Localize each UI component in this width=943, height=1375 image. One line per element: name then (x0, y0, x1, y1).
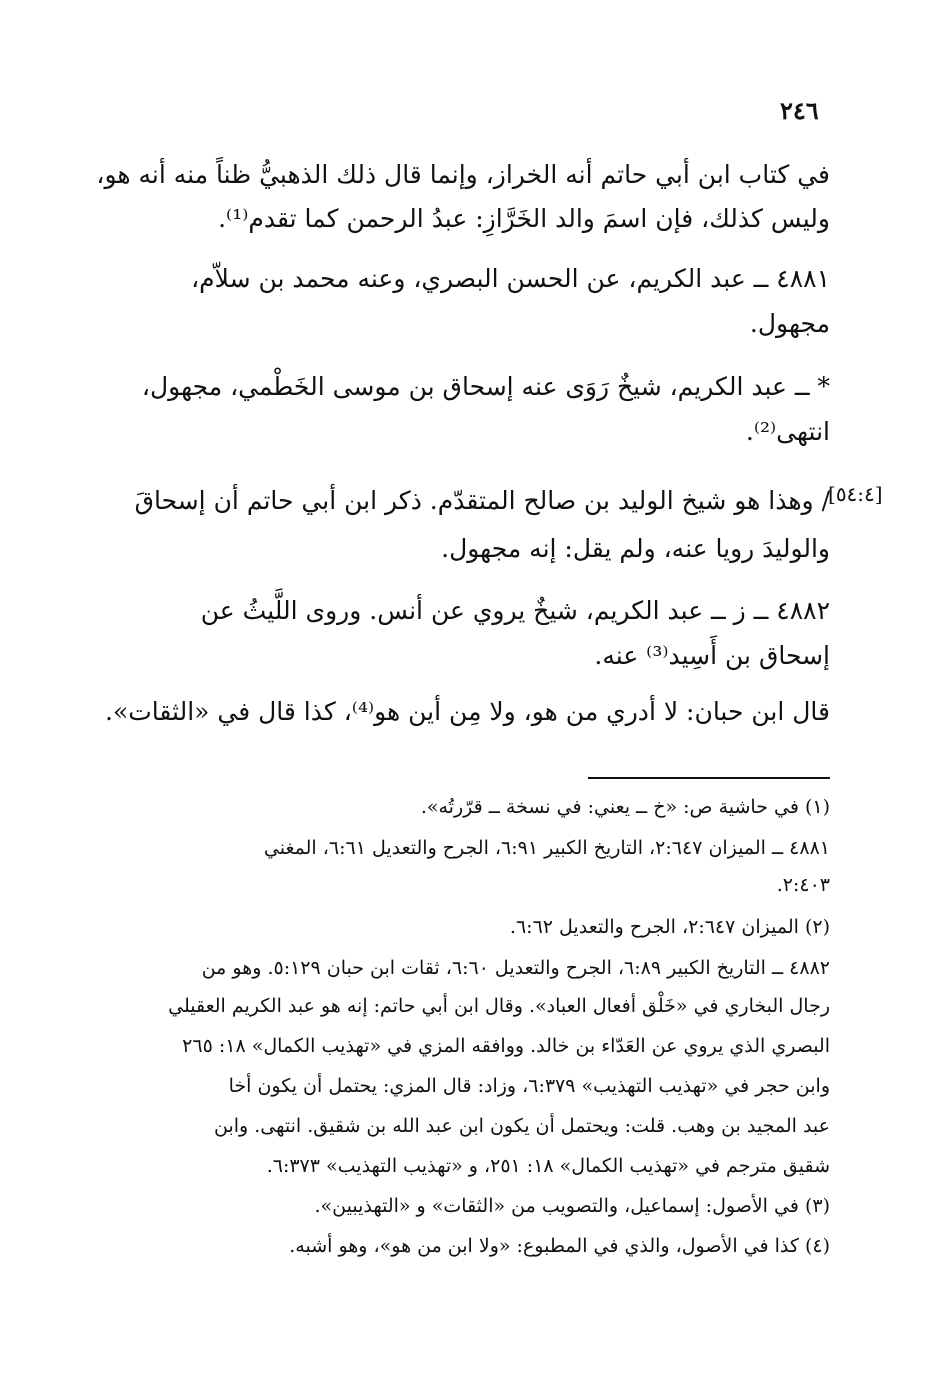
margin-marker: [٥٤:٤] (828, 482, 883, 506)
body-line: قال ابن حبان: لا أدري من هو، ولا مِن أين هو⁽⁴⁾، كذا قال في «الثقات». (105, 697, 830, 726)
footnote-line: (٤) كذا في الأصول، والذي في المطبوع: «ولا ابن من هو»، وهو أشبه. (289, 1235, 830, 1257)
body-line: إسحاق بن أَسِيد⁽³⁾ عنه. (594, 641, 830, 670)
footnote-line: (١) في حاشية ص: «خ ــ يعني: في نسخة ــ قرّرتُه». (420, 796, 830, 818)
footnote-line: ٤٨٨١ ــ الميزان ٢:٦٤٧، التاريخ الكبير ٦:٩١، الجرح والتعديل ٦:٦١، المغني (263, 837, 830, 859)
entry-4881-heading: ٤٨٨١ ــ عبد الكريم، عن الحسن البصري، وعنه محمد بن سلاّم، (191, 264, 830, 293)
footnote-line: ٤٨٨٢ ــ التاريخ الكبير ٦:٨٩، الجرح والتعديل ٦:٦٠، ثقات ابن حبان ٥:١٢٩. وهو من (201, 957, 830, 979)
body-line: انتهى⁽²⁾. (745, 417, 830, 446)
footnote-line: رجال البخاري في «خَلْق أفعال العباد». وقال ابن أبي حاتم: إنه هو عبد الكريم العقيلي (168, 995, 830, 1017)
footnote-line: شقيق مترجم في «تهذيب الكمال» ١٨: ٢٥١، و «تهذيب التهذيب» ٦:٣٧٣. (266, 1155, 830, 1177)
body-line: / وهذا هو شيخ الوليد بن صالح المتقدّم. ذكر ابن أبي حاتم أن إسحاقَ (134, 486, 830, 515)
footnote-line: عبد المجيد بن وهب. قلت: ويحتمل أن يكون ابن عبد الله بن شقيق. انتهى. وابن (214, 1115, 830, 1137)
footnote-line: البصري الذي يروي عن العَدّاء بن خالد. ووافقه المزي في «تهذيب الكمال» ١٨: ٢٦٥ (182, 1035, 830, 1057)
body-line: وليس كذلك، فإن اسمَ والد الخَرَّازِ: عبدُ الرحمن كما تقدم⁽¹⁾. (218, 204, 830, 233)
footnote-line: ٢:٤٠٣. (776, 874, 830, 896)
entry-4882-heading: ٤٨٨٢ ــ ز ــ عبد الكريم، شيخٌ يروي عن أنس. وروى اللَّيثُ عن (200, 596, 830, 625)
body-line: والوليدَ رويا عنه، ولم يقل: إنه مجهول. (441, 534, 830, 563)
footnote-line: (٢) الميزان ٢:٦٤٧، الجرح والتعديل ٦:٦٢. (509, 916, 830, 938)
footnote-line: (٣) في الأصول: إسماعيل، والتصويب من «الثقات» و «التهذيبين». (314, 1195, 830, 1217)
footnote-separator (588, 777, 830, 779)
body-line: في كتاب ابن أبي حاتم أنه الخراز، وإنما قال ذلك الذهبيُّ ظناً منه أنه هو، (96, 160, 830, 189)
footnote-line: وابن حجر في «تهذيب التهذيب» ٦:٣٧٩، وزاد: قال المزي: يحتمل أن يكون أخا (228, 1075, 830, 1097)
page-number: ٢٤٦ (780, 96, 819, 125)
asterisk-entry: * ــ عبد الكريم، شيخٌ رَوَى عنه إسحاق بن موسى الخَطْمي، مجهول، (141, 372, 830, 401)
body-line: مجهول. (749, 309, 830, 338)
